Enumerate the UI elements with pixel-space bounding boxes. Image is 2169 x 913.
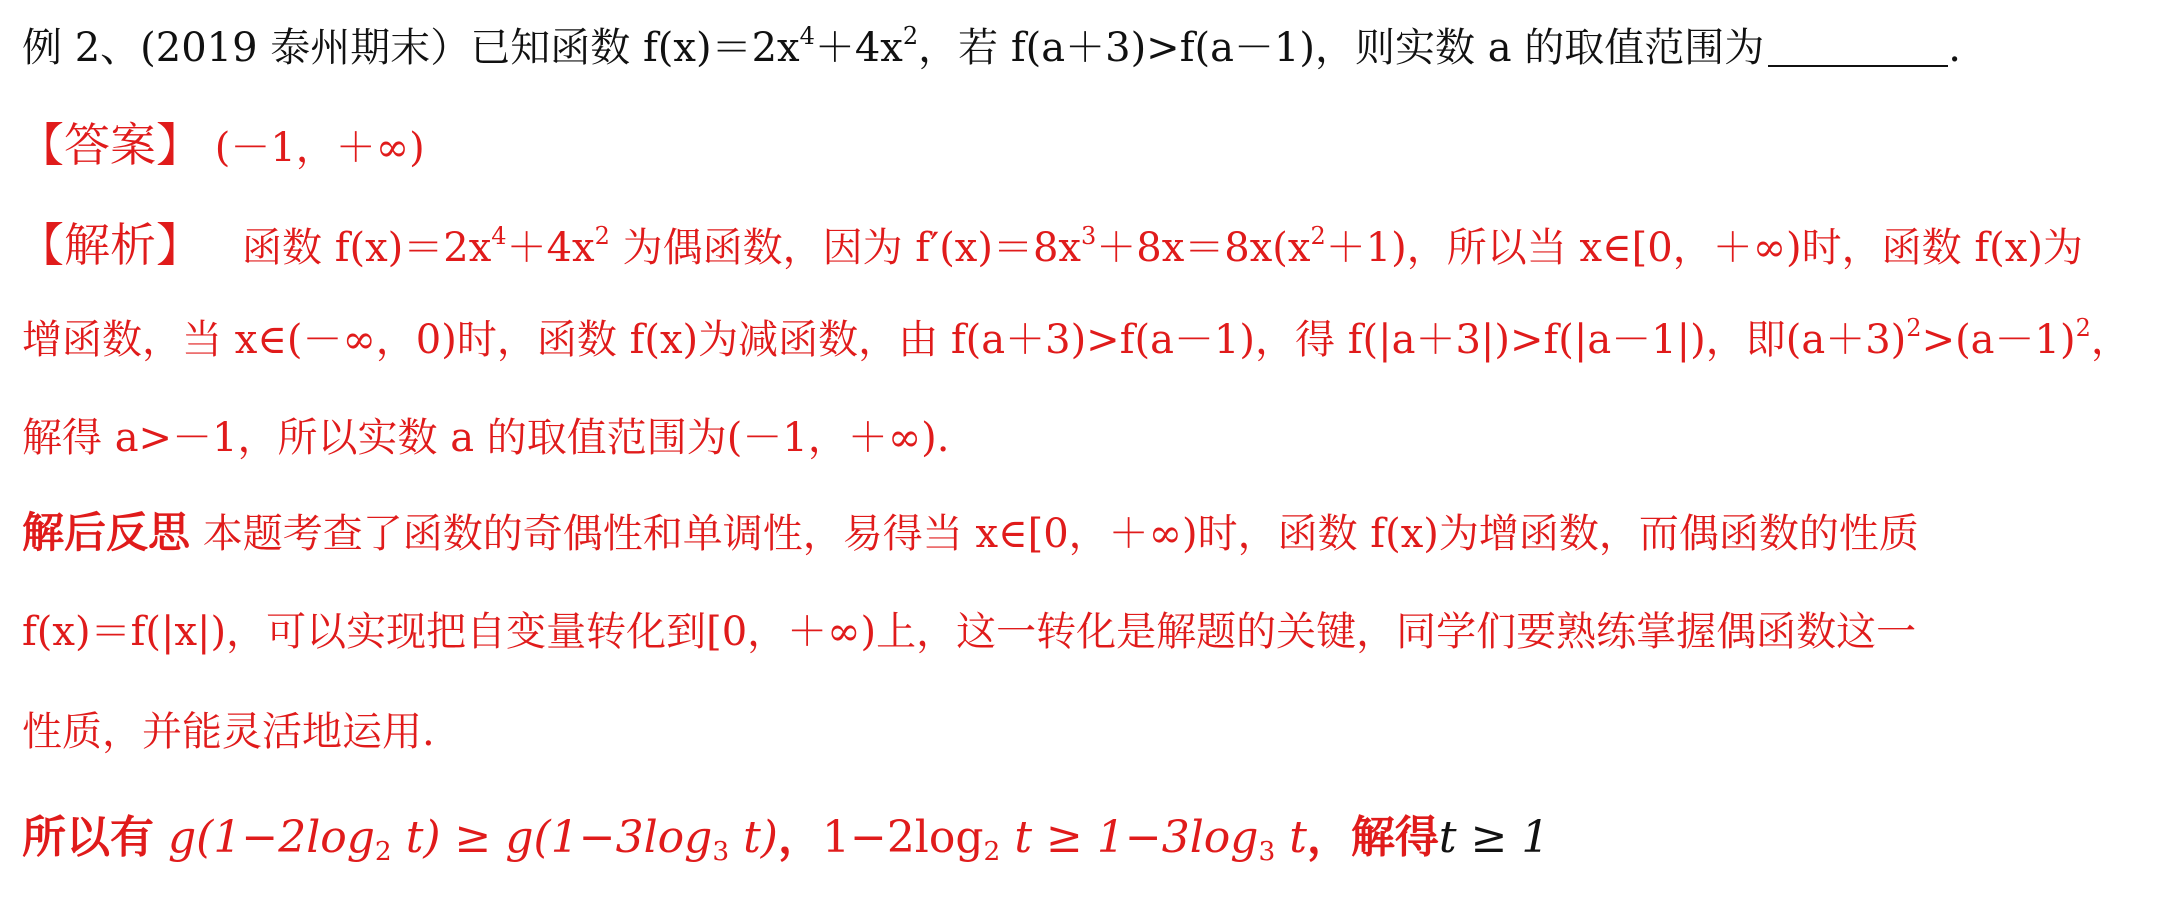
math-expression: t): [729, 812, 778, 863]
analysis-text: ，: [2090, 317, 2131, 363]
reflection-text: 本题考查了函数的奇偶性和单调性，易得当 x∈[0，＋∞)时，函数 f(x)为增函数，而偶函数的性质: [202, 511, 1919, 557]
analysis-text: ＋1)，所以当 x∈[0，＋∞)时，函数 f(x)为: [1325, 225, 2083, 271]
math-expression: g(1−2log: [168, 812, 375, 863]
exponent: 2: [1906, 314, 1922, 343]
final-conclusion: [22, 812, 1550, 867]
punctuation: ，: [1306, 812, 1351, 863]
exponent: 2: [902, 22, 919, 51]
analysis-text: 为偶函数，因为 f′(x)＝8x: [609, 225, 1081, 271]
reflection-line-2: [22, 609, 1917, 655]
log-base: 2: [374, 835, 392, 867]
exponent: 4: [491, 222, 507, 251]
analysis-text: ＋8x＝8x(x: [1096, 225, 1311, 271]
reflection-text: f(x)＝f(|x|)，可以实现把自变量转化到[0，＋∞)上，这一转化是解题的关键，同学们要熟练掌握偶函数这一: [22, 609, 1917, 655]
analysis-label: 【解析】: [18, 218, 202, 272]
exponent: 2: [1310, 222, 1326, 251]
math-expression: t: [1275, 812, 1307, 863]
exponent: 4: [799, 22, 815, 51]
final-lead: 所以有: [22, 812, 154, 863]
log-base: 2: [983, 835, 1001, 867]
log-base: 3: [712, 835, 730, 867]
result-label: 解得: [1350, 812, 1439, 863]
analysis-text: 增函数，当 x∈(－∞，0)时，函数 f(x)为减函数，由 f(a＋3)>f(a－1)，得 f(|a＋3|)>f(|a－1|)，即(a＋3): [22, 317, 1907, 363]
exponent: 3: [1080, 222, 1097, 251]
answer-line: [18, 118, 425, 172]
punctuation: ，: [777, 812, 822, 863]
analysis-line-3: [22, 415, 950, 461]
exponent: 2: [594, 222, 610, 251]
problem-mid: ＋4x: [814, 25, 903, 71]
reflection-text: 性质，并能灵活地运用.: [22, 709, 435, 755]
problem-statement: [22, 22, 1962, 71]
reflection-line-3: [22, 709, 435, 755]
math-expression: t ≥ 1−3log: [1000, 812, 1259, 863]
math-expression: 1−2log: [821, 812, 984, 863]
analysis-text: 解得 a>－1，所以实数 a 的取值范围为(－1，＋∞).: [22, 415, 950, 461]
analysis-text: >(a－1): [1921, 317, 2076, 363]
problem-end: .: [1948, 25, 1962, 71]
math-expression: t) ≥ g(1−3log: [391, 812, 713, 863]
exponent: 2: [2075, 314, 2091, 343]
problem-prefix: 例 2、(2019 泰州期末）已知函数 f(x)＝2x: [22, 25, 800, 71]
answer-value: (－1，＋∞): [214, 125, 425, 171]
analysis-line-1: [18, 218, 2083, 272]
answer-label: 【答案】: [18, 118, 202, 172]
problem-suffix: ，若 f(a＋3)>f(a－1)，则实数 a 的取值范围为: [918, 25, 1765, 71]
answer-blank: [1768, 31, 1948, 67]
log-base: 3: [1258, 835, 1276, 867]
analysis-text: ＋4x: [506, 225, 595, 271]
result-value: t ≥ 1: [1438, 812, 1550, 863]
reflection-line-1: [22, 508, 1919, 557]
analysis-line-2: [22, 314, 2131, 363]
reflection-title: 解后反思: [22, 508, 191, 557]
analysis-text: 函数 f(x)＝2x: [242, 225, 492, 271]
